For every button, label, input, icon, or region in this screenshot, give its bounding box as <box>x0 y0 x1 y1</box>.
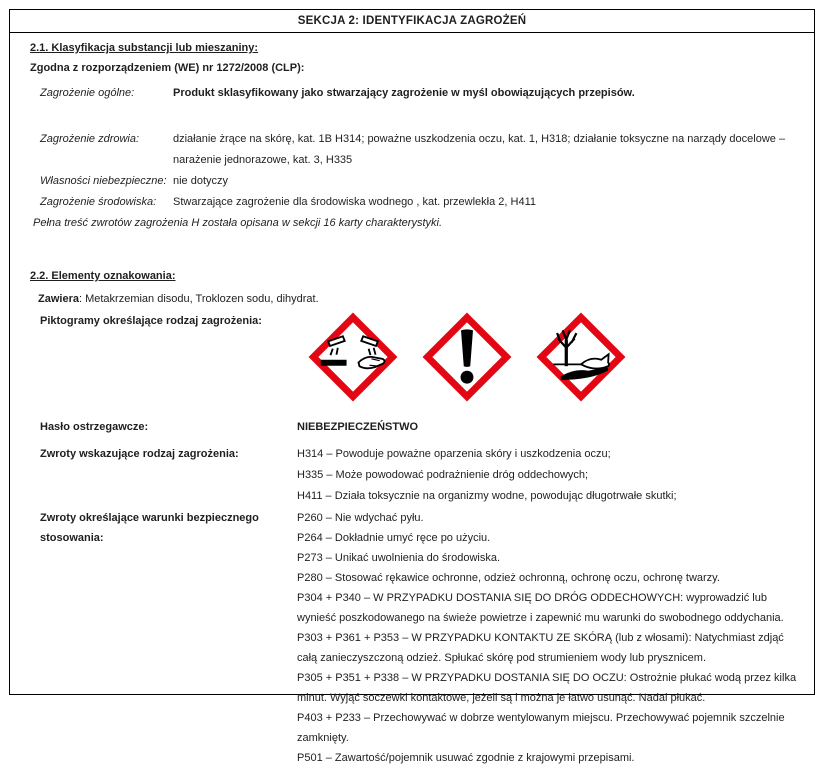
hazard-statement: H411 – Działa toksycznie na organizmy wodne, powodując długotrwałe skutki; <box>297 490 677 502</box>
section-title: SEKCJA 2: IDENTYFIKACJA ZAGROŻEŃ <box>297 15 527 27</box>
document-content <box>10 42 814 768</box>
precautionary-statement: P305 + P351 + P338 – W PRZYPADKU DOSTANIA SIĘ DO OCZU: Ostrożnie płukać wodą przez kilka minut. Wyjąć soczewki kontaktowe, jeżeli są i można je łatwo usunąć. Nadal płukać. <box>297 672 797 704</box>
hazard-statement: H335 – Może powodować podrażnienie dróg oddechowych; <box>297 469 589 481</box>
pictograms-row <box>20 311 803 403</box>
classification-row-general <box>20 83 803 104</box>
h-statements-note: Pełna treść zwrotów zagrożenia H została opisana w sekcji 16 karty charakterystyki. <box>33 217 443 229</box>
precautionary-statement: P501 – Zawartość/pojemnik usuwać zgodnie z krajowymi przepisami. <box>297 752 635 764</box>
row-value: Stwarzające zagrożenie dla środowiska wodnego , kat. przewlekła 2, H411 <box>173 196 536 208</box>
signal-word-value: NIEBEZPIECZEŃSTWO <box>297 421 419 433</box>
row-label: Zagrożenie środowiska: <box>40 196 157 208</box>
pictograms-group <box>307 311 627 403</box>
contains-label: Zawiera <box>38 293 79 305</box>
signal-word-row <box>20 417 803 437</box>
precautionary-statement: P403 + P233 – Przechowywać w dobrze wentylowanym miejscu. Przechowywać pojemnik szczelnie zamknięty. <box>297 712 785 744</box>
row-value: działanie żrące na skórę, kat. 1B H314; poważne uszkodzenia oczu, kat. 1, H318; działanie toksyczne na narządy docelowe – narażenie jednorazowe, kat. 3, H335 <box>173 133 786 166</box>
pictograms-label: Piktogramy określające rodzaj zagrożenia: <box>40 315 262 327</box>
row-label: Własności niebezpieczne: <box>40 175 167 187</box>
contains-line <box>38 289 803 309</box>
heading-label-elements: 2.2. Elementy oznakowania: <box>30 270 176 282</box>
contains-value: : Metakrzemian disodu, Troklozen sodu, dihydrat. <box>78 293 319 305</box>
hazard-statements-list <box>297 444 803 507</box>
clp-regulation-subheading: Zgodna z rozporządzeniem (WE) nr 1272/2008 (CLP): <box>30 62 305 74</box>
ghs07-exclamation-pictogram-icon <box>421 311 513 403</box>
row-value: Produkt sklasyfikowany jako stwarzający zagrożenie w myśl obowiązujących przepisów. <box>173 87 635 99</box>
signal-word-label: Hasło ostrzegawcze: <box>40 421 149 433</box>
hazard-statements-label: Zwroty wskazujące rodzaj zagrożenia: <box>40 448 239 460</box>
precautionary-statements-list <box>297 508 803 768</box>
ghs05-corrosion-pictogram-icon <box>307 311 399 403</box>
sds-document-frame <box>9 9 815 764</box>
precautionary-statement: P264 – Dokładnie umyć ręce po użyciu. <box>297 532 491 544</box>
precautionary-statements-label: Zwroty określające warunki bezpiecznego stosowania: <box>40 512 259 544</box>
precautionary-statement: P260 – Nie wdychać pyłu. <box>297 512 424 524</box>
precautionary-statements-row <box>20 508 803 768</box>
classification-row-dangerous-properties <box>20 171 803 192</box>
classification-row-environment <box>20 192 803 213</box>
row-label: Zagrożenie ogólne: <box>40 87 135 99</box>
row-label: Zagrożenie zdrowia: <box>40 133 140 145</box>
heading-classification: 2.1. Klasyfikacja substancji lub mieszaniny: <box>30 42 259 54</box>
precautionary-statement: P303 + P361 + P353 – W PRZYPADKU KONTAKTU ZE SKÓRĄ (lub z włosami): Natychmiast zdjąć całą zanieczyszczoną odzież. Spłukać skórę pod strumieniem wody lub prysznicem. <box>297 632 784 664</box>
hazard-statement: H314 – Powoduje poważne oparzenia skóry i uszkodzenia oczu; <box>297 448 611 460</box>
ghs09-environment-pictogram-icon <box>535 311 627 403</box>
precautionary-statement: P273 – Unikać uwolnienia do środowiska. <box>297 552 501 564</box>
row-value: nie dotyczy <box>173 175 229 187</box>
precautionary-statement: P280 – Stosować rękawice ochronne, odzież ochronną, ochronę oczu, ochronę twarzy. <box>297 572 720 584</box>
classification-row-health <box>20 129 803 171</box>
section-title-bar <box>10 10 814 33</box>
hazard-statements-row <box>20 444 803 507</box>
precautionary-statement: P304 + P340 – W PRZYPADKU DOSTANIA SIĘ DO DRÓG ODDECHOWYCH: wyprowadzić lub wynieść poszkodowanego na świeże powietrze i zapewnić mu warunki do swobodnego oddychania. <box>297 592 784 624</box>
